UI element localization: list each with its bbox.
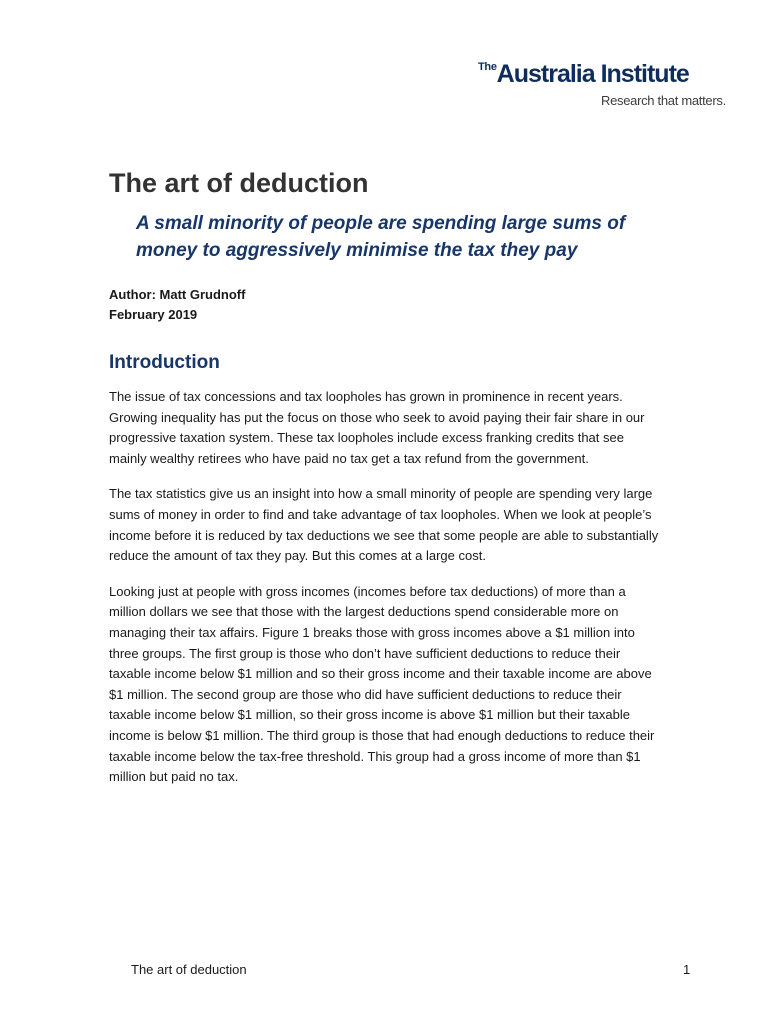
document-subtitle: A small minority of people are spending large sums of money to aggressively minimise the tax they pay: [136, 213, 626, 261]
logo-wordmark: [478, 62, 718, 87]
date-line: February 2019: [109, 307, 198, 322]
paragraph: The tax statistics give us an insight into how a small minority of people are spending very large sums of money in order to find and take advantage of tax loopholes. When we look at people’s income before it is reduced by tax deductions we see that some people are able to substantially reduce the amount of tax they pay. But this comes at a large cost.: [109, 486, 659, 564]
document-title: The art of deduction: [109, 168, 369, 198]
document-meta: [109, 285, 245, 325]
section-heading: Introduction: [109, 352, 220, 373]
logo: [478, 60, 726, 112]
author-line: Author: Matt Grudnoff: [109, 287, 246, 302]
footer-title: The art of deduction: [131, 962, 247, 977]
body-text: [109, 387, 661, 803]
logo-tagline: Research that matters.: [601, 93, 726, 108]
logo-name: Australia Institute: [496, 60, 689, 88]
page-number: 1: [683, 962, 691, 977]
logo-the: The: [478, 61, 497, 73]
paragraph: Looking just at people with gross incomes (incomes before tax deductions) of more than a million dollars we see that those with the largest deductions spend considerable more on managing their tax affairs. Figure 1 breaks those with gross incomes above a $1 million into three groups. The first group is those who don’t have sufficient deductions to reduce their taxable income below $1 million and so their gross income and their taxable income are above $1 million. The second group are those who did have sufficient deductions to reduce their taxable income below $1 million, so their gross income is above $1 million but their taxable income is below $1 million. The third group is those that had enough deductions to reduce their taxable income below the tax-free threshold. This group had a gross income of more than $1 million but paid no tax.: [109, 583, 655, 785]
paragraph: The issue of tax concessions and tax loopholes has grown in prominence in recent years. Growing inequality has put the focus on those who seek to avoid paying their fair share in our progressive taxation system. These tax loopholes include excess franking credits that see mainly wealthy retirees who have paid no tax get a tax refund from the government.: [109, 389, 645, 466]
